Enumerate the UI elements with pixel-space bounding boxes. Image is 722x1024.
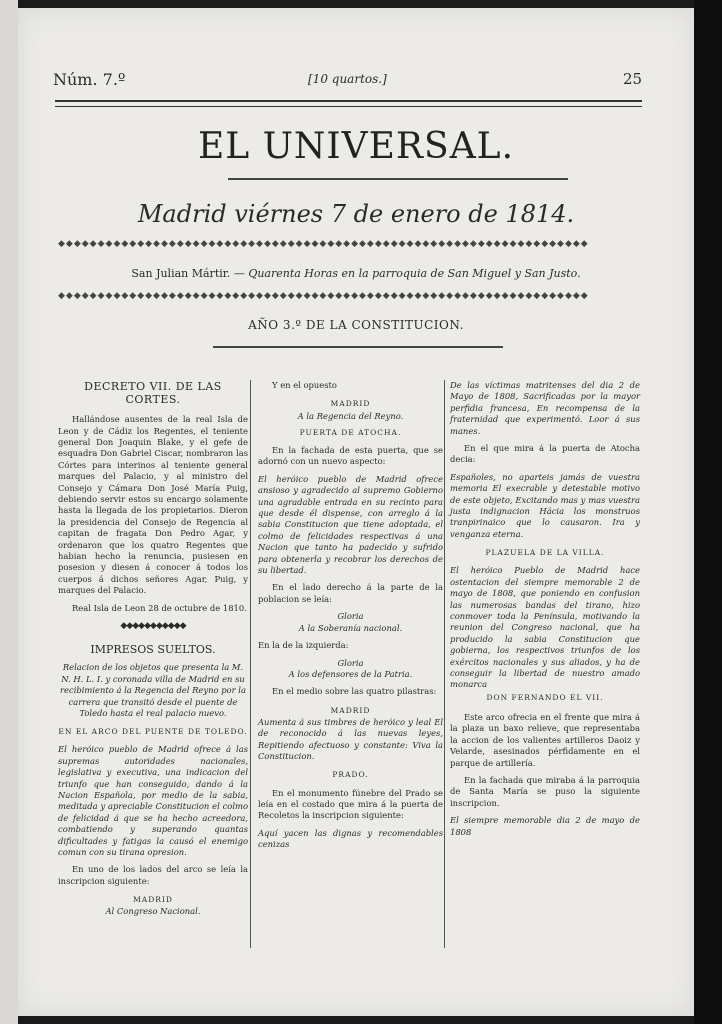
monumento-text: En el monumento fúnebre del Prado se leía en el costado que mira á la puerta de Recoletos la inscripcion siguiente: xyxy=(258,787,443,821)
madrid-label-2: MADRID xyxy=(330,399,371,409)
column-divider-1 xyxy=(250,380,251,948)
victimas-text: De las víctimas matritenses del dia 2 de Mayo de 1808, Sacrificadas por la mayor perfidia francesa, En recompensa de la fraternidad que experimentó. Loor á sus manes. xyxy=(450,380,640,436)
section-ornament: ◆◆◆◆◆◆◆◆◆◆◆ xyxy=(120,621,186,632)
right-scan-border xyxy=(694,0,722,1024)
column-divider-2 xyxy=(444,380,445,948)
ornament-rule-bottom: ◆◆◆◆◆◆◆◆◆◆◆◆◆◆◆◆◆◆◆◆◆◆◆◆◆◆◆◆◆◆◆◆◆◆◆◆◆◆◆◆◆◆◆◆◆◆◆◆◆◆◆◆◆◆◆◆◆◆◆◆◆◆◆◆◆◆◆ xyxy=(58,292,589,300)
fernando-text: DON FERNANDO EL VII. xyxy=(486,692,604,702)
impresos-heading: IMPRESOS SUELTOS. xyxy=(90,643,216,657)
plazuela-heading: PLAZUELA DE LA VILLA. xyxy=(485,548,605,558)
medio-text: En el medio sobre las quatro pilastras: xyxy=(272,686,437,697)
title-underline xyxy=(228,178,568,180)
fachada-text: En la fachada de esta puerta, que se adornó con un nuevo aspecto: xyxy=(258,445,443,467)
puerta-atocha-heading: PUERTA DE ATOCHA. xyxy=(299,427,402,437)
constitution-year: AÑO 3.º DE LA CONSTITUCION. xyxy=(248,318,464,332)
madrid-label: MADRID xyxy=(133,895,173,905)
decree-body: Hallándose ausentes de la real Isla de Leon y de Cádiz los Regentes, el teniente general Don Joaquin Blake, y el gefe de esquadra Don Gabriel Ciscar, nombraron las Córtes para interinos al teniente general marques del Palacio, y al ministro del Consejo y Cámara Don José María Puig, debiendo servir estos su encargo solamente hasta la llegada de los propietarios. Dieron la presidencia del Consejo de Regencia al capitan de fragata Don Pedro Agar, y ordenaron que los quatro Regentes que habian hecho la renuncia, pusiesen en posesion y diesen á conocer á todos los cuerpos á dichos señores Agar, Puig, y marques del Palacio. xyxy=(58,414,248,596)
madrid-label-3: MADRID xyxy=(330,705,371,715)
arco-side-text: En uno de los lados del arco se leía la inscripcion siguiente: xyxy=(58,864,248,886)
saint-separator: — xyxy=(233,267,245,280)
column-2 xyxy=(258,380,443,851)
arco-heading: EN EL ARCO DEL PUENTE DE TOLEDO. xyxy=(58,727,248,737)
izquierda-text: En la de la izquierda: xyxy=(258,640,349,651)
ornament-rule-top: ◆◆◆◆◆◆◆◆◆◆◆◆◆◆◆◆◆◆◆◆◆◆◆◆◆◆◆◆◆◆◆◆◆◆◆◆◆◆◆◆◆◆◆◆◆◆◆◆◆◆◆◆◆◆◆◆◆◆◆◆◆◆◆◆◆◆◆ xyxy=(58,240,589,248)
issue-price: [10 quartos.] xyxy=(308,72,387,86)
espanoles-text: Españoles, no aparteis jamás de vuestra memoria El execrable y detestable motivo de este objeto, Excitando mas y mas vuestra justa indignacion Hácia los monstruos tranpirinaico que lo causaron. Ira y venganza eterna. xyxy=(450,471,640,539)
arco-relieve-text: Este arco ofrecia en el frente que mira á la plaza un baxo relieve, que representaba la accion de los valientes artilleros Daoiz y Velarde, asesinados pérfidamente en el parque de artillería. xyxy=(450,711,640,768)
derecho-text: En el lado derecho á la parte de la poblacion se leía: xyxy=(258,582,443,604)
defensores-text: A los defensores de la Patria. xyxy=(288,668,413,679)
dateline: Madrid viérnes 7 de enero de 1814. xyxy=(137,200,575,228)
column-1 xyxy=(58,380,248,918)
saint-of-day-line xyxy=(18,267,694,280)
saint-name: San Julian Mártir. xyxy=(131,267,231,280)
verse-text: Aumenta á sus timbres de heróico y leal El de reconocido á las nuevas leyes, Repitiendo afectuoso y constante: Viva la Constitucion. xyxy=(258,716,443,762)
prado-heading: PRADO. xyxy=(332,770,369,780)
regencia-text: A la Regencia del Reyno. xyxy=(297,410,404,421)
congreso-text: Al Congreso Nacional. xyxy=(105,906,201,917)
relacion-text: Relacion de los objetos que presenta la M. N. H. L. I. y coronada villa de Madrid en su recibimiento á la Regencia del Reyno por la carrera que transitó desde el puente de Toledo hasta el real palacio nuevo. xyxy=(60,662,246,718)
heroico-text: El heróico pueblo de Madrid ofrece ansioso y agradecido al supremo Gobierno una agradable entrada en su recinto para que desde él dispense, con arreglo á la sabia Constitucion que tiene adoptada, el colmo de felicidades respectivas á una Nacion que tanto ha padecido y sufrido para obtenerla y recobrar los derechos de su libertad. xyxy=(258,473,443,576)
soberania-text: A la Soberanía nacional. xyxy=(298,622,403,633)
newspaper-title: EL UNIVERSAL. xyxy=(197,126,515,167)
left-page-edge xyxy=(0,0,18,1024)
header-rule-thin xyxy=(55,106,642,107)
issue-number: Núm. 7.º xyxy=(53,70,126,89)
decree-place: Real Isla de Leon 28 de octubre de 1810. xyxy=(72,602,247,613)
header-rule-thick xyxy=(55,100,642,102)
year-rule xyxy=(213,346,503,348)
santa-maria-text: En la fachada que miraba á la parroquia de Santa María se puso la siguiente inscripcion. xyxy=(450,774,640,808)
gloria-2: Gloria xyxy=(337,657,364,668)
plazuela-text: El heróico Pueblo de Madrid hace ostentacion del siempre memorable 2 de mayo de 1808, que poniendo en confusion las numerosas bandas del tirano, hizo conmover toda la Península, motivando la reunion del Congreso nacional, que ha producido la sabia Constitucion que gobierna, los respectivos triunfos de los exércitos nacionales y sus aliados, y ha de conseguir la libertad de nuestro amado monarca xyxy=(450,565,640,690)
saint-text: Quarenta Horas en la parroquia de San Miguel y San Justo. xyxy=(248,267,581,280)
atocha-text: En el que mira á la puerta de Atocha decia: xyxy=(450,443,640,465)
yacen-text: Aquí yacen las dignas y recomendables cenizas xyxy=(258,827,443,850)
gloria-1: Gloria xyxy=(337,611,364,622)
decree-title: DECRETO VII. DE LAS CORTES. xyxy=(84,380,222,407)
column-3 xyxy=(450,380,640,838)
opuesto-text: Y en el opuesto xyxy=(272,380,337,390)
newspaper-page xyxy=(18,8,694,1016)
arco-text: El heróico pueblo de Madrid ofrece á las supremas autoridades nacionales, legislativa y executiva, una indicacion del triunfo que han conseguido, dando á la Nacion Española, por medio de la sabia, meditada y apreciable Constitucion el colmo de felicidad á que se ha hecho acreedora, combatiendo y superando quantas dificultades y fatigas la causó el enemigo comun con su tirana opresion. xyxy=(58,744,248,858)
page-number: 25 xyxy=(623,70,643,88)
siempre-text: El siempre memorable dia 2 de mayo de 1808 xyxy=(450,815,640,837)
